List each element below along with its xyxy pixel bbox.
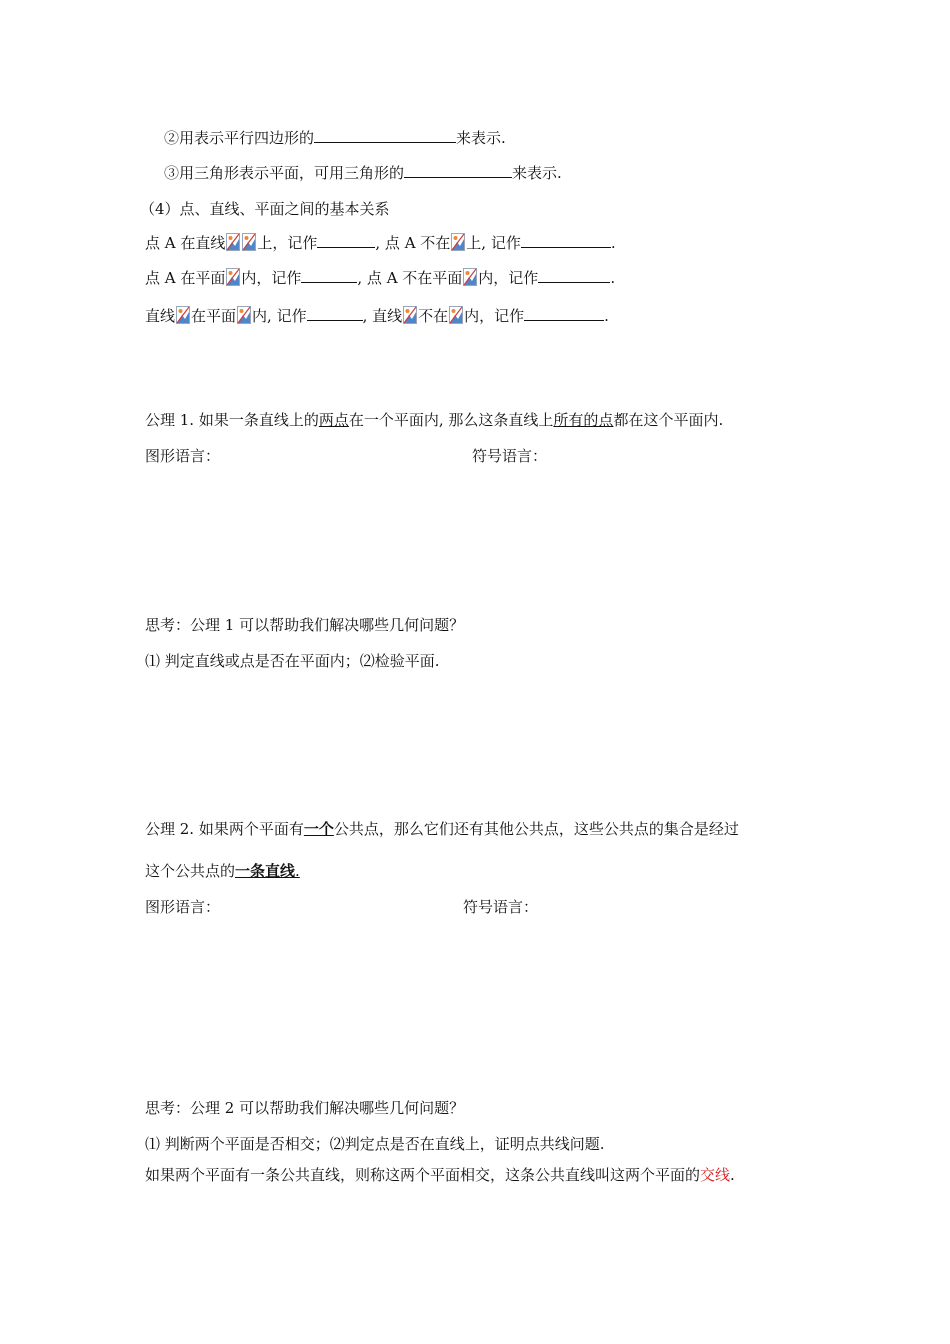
broken-image-icon bbox=[403, 306, 417, 324]
blank bbox=[307, 305, 363, 321]
text: 思考：公理 2 可以帮助我们解决哪些几何问题？ bbox=[145, 1099, 465, 1117]
text: , 点 A 不在 bbox=[375, 234, 451, 252]
blank bbox=[314, 127, 456, 143]
axiom-2-line-2 bbox=[145, 860, 300, 882]
broken-image-icon bbox=[176, 306, 190, 324]
text: 公共点，那么它们还有其他公共点，这些公共点的集合是经过 bbox=[333, 820, 739, 838]
relation-row-1 bbox=[145, 232, 616, 254]
text: 在平面 bbox=[191, 307, 237, 325]
text: 上，记作 bbox=[257, 234, 318, 252]
relation-row-3 bbox=[145, 305, 609, 327]
think-2-question bbox=[145, 1097, 464, 1119]
axiom-1-graph-label bbox=[145, 445, 220, 467]
text: 图形语言： bbox=[145, 898, 221, 916]
text: . bbox=[604, 307, 609, 325]
text: 来表示. bbox=[456, 129, 506, 147]
definition-intersection-line bbox=[145, 1164, 735, 1186]
broken-image-icon bbox=[237, 306, 251, 324]
text: 符号语言： bbox=[472, 447, 548, 465]
think-1-answer bbox=[145, 650, 440, 672]
text: 公理 1. 如果一条直线上的 bbox=[145, 411, 319, 429]
text: ⑴ 判定直线或点是否在平面内；⑵检验平面. bbox=[145, 652, 440, 670]
text: . bbox=[730, 1166, 735, 1184]
broken-image-icon bbox=[226, 233, 240, 251]
axiom-1 bbox=[145, 409, 723, 431]
line-parallelogram bbox=[164, 127, 506, 149]
think-2-answer bbox=[145, 1133, 605, 1155]
text: , 直线 bbox=[362, 307, 403, 325]
text: 直线 bbox=[145, 307, 176, 325]
relation-row-2 bbox=[145, 267, 615, 289]
text: 内，记作 bbox=[241, 269, 302, 287]
blank bbox=[521, 232, 611, 248]
axiom-2-symbol-label bbox=[463, 896, 538, 918]
broken-image-icon bbox=[449, 306, 463, 324]
axiom-2-graph-label bbox=[145, 896, 220, 918]
text: . bbox=[610, 234, 616, 252]
highlight-term: 交线 bbox=[700, 1166, 731, 1184]
axiom-2-line-1 bbox=[145, 818, 739, 840]
underlined-text: 两点 bbox=[318, 411, 349, 429]
text: 公理 2. 如果两个平面有 bbox=[145, 820, 304, 838]
text: ③用三角形表示平面，可用三角形的 bbox=[164, 164, 405, 182]
text: 思考：公理 1 可以帮助我们解决哪些几何问题？ bbox=[145, 616, 465, 634]
blank bbox=[538, 267, 610, 283]
text: ②用表示平行四边形的 bbox=[164, 129, 315, 147]
section-heading bbox=[140, 198, 390, 220]
text: 来表示. bbox=[512, 164, 562, 182]
text: ⑴ 判断两个平面是否相交；⑵判定点是否在直线上，证明点共线问题. bbox=[145, 1135, 605, 1153]
bold-underlined-text: 一个 bbox=[303, 820, 334, 838]
text: 这个公共点的 bbox=[145, 862, 236, 880]
line-triangle bbox=[164, 162, 562, 184]
text: 图形语言： bbox=[145, 447, 221, 465]
text: 点 A 在平面 bbox=[145, 269, 226, 287]
axiom-1-symbol-label bbox=[472, 445, 547, 467]
broken-image-icon bbox=[451, 233, 465, 251]
text: . bbox=[610, 269, 616, 287]
text: 内，记作 bbox=[478, 269, 539, 287]
blank bbox=[524, 305, 604, 321]
text: 如果两个平面有一条公共直线，则称这两个平面相交，这条公共直线叫这两个平面的 bbox=[145, 1166, 701, 1184]
think-1-question bbox=[145, 614, 464, 636]
heading-text: （4）点、直线、平面之间的基本关系 bbox=[140, 200, 390, 218]
blank bbox=[301, 267, 357, 283]
text: 不在 bbox=[418, 307, 449, 325]
underlined-text: . bbox=[295, 862, 300, 880]
bold-underlined-text: 一条直线 bbox=[235, 862, 296, 880]
blank bbox=[317, 232, 375, 248]
underlined-text: 所有的点 bbox=[553, 411, 614, 429]
blank bbox=[404, 162, 512, 178]
text: 上, 记作 bbox=[466, 234, 521, 252]
broken-image-icon bbox=[226, 268, 240, 286]
text: 都在这个平面内. bbox=[613, 411, 724, 429]
text: 符号语言： bbox=[463, 898, 539, 916]
text: 内，记作 bbox=[464, 307, 525, 325]
text: 在一个平面内, 那么这条直线上 bbox=[348, 411, 554, 429]
text: 内, 记作 bbox=[252, 307, 307, 325]
broken-image-icon bbox=[242, 233, 256, 251]
text: , 点 A 不在平面 bbox=[357, 269, 463, 287]
text: 点 A 在直线 bbox=[145, 234, 226, 252]
broken-image-icon bbox=[463, 268, 477, 286]
